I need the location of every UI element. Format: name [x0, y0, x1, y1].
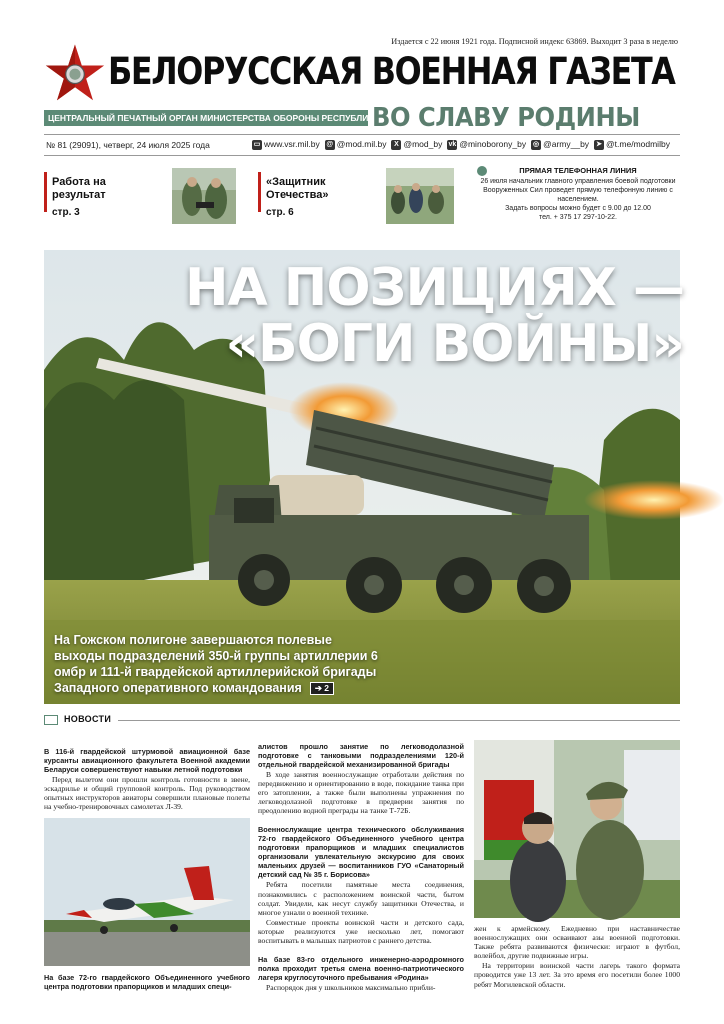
news-lead: В 116-й гвардейской штурмовой авиационной базе курсанты авиационного факультета Военной академии Беларуси совершенствуют навыки летной подготовки: [44, 747, 250, 774]
news-column-1: [44, 744, 250, 812]
vk-icon: vk: [448, 140, 457, 148]
news-paragraph: жен к армейскому. Ежедневно при наставничестве военнослужащих они осваивают азы военной подготовки. Также ребята развиваются физически: играют в футбол, волейбол, другие подвижные игры.: [474, 924, 680, 961]
page-reference[interactable]: ➔ 2: [310, 682, 334, 695]
newspaper-subtitle: ЦЕНТРАЛЬНЫЙ ПЕЧАТНЫЙ ОРГАН МИНИСТЕРСТВА ОБОРОНЫ РЕСПУБЛИКИ БЕЛАРУСЬ: [44, 110, 368, 126]
divider: [44, 155, 680, 156]
teaser-photo-camp: [386, 168, 454, 224]
hotline-hours: Задать вопросы можно будет с 9.00 до 12.00: [505, 205, 651, 212]
mail-icon: @: [326, 140, 334, 148]
news-icon: [44, 715, 58, 725]
teaser-work-result[interactable]: [52, 176, 142, 219]
hotline-title: ПРЯМАЯ ТЕЛЕФОННАЯ ЛИНИЯ: [519, 166, 637, 175]
caption-text: На Гожском полигоне завершаются полевые выходы подразделений 350-й группы артиллерии 6 омбр и 111-й гвардейской артиллерийской бригады Западного оперативного командования: [54, 633, 378, 695]
teaser-accent: [258, 172, 261, 212]
social-links: [252, 139, 670, 150]
news-lead: На базе 83-го отдельного инженерно-аэродромного полка проходит третья смена военно-патриотического лагеря круглосуточного пребывания «Родина»: [258, 955, 464, 983]
news-paragraph: Распорядок дня у школьников максимально прибли-: [266, 983, 436, 993]
hero-feature: [44, 250, 684, 704]
social-link-web[interactable]: ▭ www.vsr.mil.by: [253, 139, 320, 149]
teaser-page: стр. 6: [266, 207, 294, 218]
news-paragraph: Перед вылетом они прошли контроль готовности в звене, эскадрилье и общий групповой контроль. Под руководством опытных инструкторов авиаторы совершили плановые полеты на учебно-тренировочных самолетах Л-39.: [44, 775, 250, 812]
headline-line-1: НА ПОЗИЦИЯХ —: [184, 258, 684, 318]
news-column-1-footer: [44, 970, 250, 992]
social-link-x[interactable]: X @mod_by: [391, 139, 442, 150]
teaser-photo-soldiers: [172, 168, 236, 224]
publication-info: Издается с 22 июня 1921 года. Подписной индекс 63869. Выходит 3 раза в неделю: [391, 37, 678, 46]
web-icon: ▭: [253, 140, 261, 148]
news-paragraph: В ходе занятия военнослужащие отработали действия по передвижению и ориентированию в воде, покидание танка при его затоплении, а также были выполнены упражнения по легководолазной подготовке в предверии занятия по преодолению водной преграды на танке Т-72Б.: [258, 770, 464, 816]
section-header-news: НОВОСТИ: [44, 714, 111, 725]
teaser-title: Работа на результат: [52, 176, 106, 201]
teaser-page: стр. 3: [52, 207, 80, 218]
divider: [118, 720, 680, 721]
divider: [44, 134, 680, 135]
teaser-title: «Защитник Отечества»: [266, 176, 329, 201]
instagram-icon: ◎: [533, 140, 540, 148]
hotline-body: 26 июля начальник главного управления боевой подготовки Вооруженных Сил проведет прямую телефонную линию с населением.: [480, 178, 676, 203]
teaser-accent: [44, 172, 47, 212]
news-column-3: [474, 924, 680, 990]
teaser-defender[interactable]: [266, 176, 366, 219]
red-star-emblem-icon: [44, 42, 106, 104]
news-lead: На базе 72-го гвардейского Объединенного учебного центра подготовки прапорщиков и младших специ-: [44, 973, 250, 991]
news-paragraph: Совместные проекты воинской части и детского сада, которые реализуются уже несколько лет, помогают воспитывать в малышах патриотов с раннего детства.: [258, 917, 464, 946]
social-link-telegram[interactable]: ➤ @t.me/modmilby: [594, 139, 670, 150]
social-link-instagram[interactable]: ◎ @army__by: [533, 139, 590, 149]
x-icon: X: [391, 140, 401, 150]
issue-info: № 81 (29091), четверг, 24 июля 2025 года: [46, 140, 210, 150]
hotline-phone: тел. + 375 17 297-10-22.: [538, 214, 617, 221]
hero-headline: [104, 260, 684, 372]
newspaper-title: БЕЛОРУССКАЯ ВОЕННАЯ ГАЗЕТА: [108, 50, 675, 93]
telegram-icon: ➤: [594, 140, 604, 150]
photo-cadets-camp: [474, 740, 680, 918]
photo-training-jet: [44, 818, 250, 966]
newspaper-motto: ВО СЛАВУ РОДИНЫ: [372, 103, 640, 133]
social-link-vk[interactable]: vk @minoborony_by: [448, 139, 527, 149]
headline-line-2: «БОГИ ВОЙНЫ»: [225, 314, 684, 374]
social-link-mail[interactable]: @ @mod.mil.by: [326, 139, 387, 149]
news-paragraph: Ребята посетили памятные места соединения, познакомились с расположением воинской части, бытом солдат. Увидели, как несут службу защитники Отечества, и многое узнали о военной технике.: [258, 880, 464, 917]
hero-caption: [54, 632, 384, 696]
news-paragraph: На территории воинской части лагерь такого формата проводится уже 13 лет. За это время его посетили более 1000 ребят Могилевской области.: [474, 961, 680, 989]
news-lead: алистов прошло занятие по легководолазной подготовке с танковыми подразделениями 120-й отдельной гвардейской механизированной бригады: [258, 742, 464, 769]
hotline-notice: [476, 166, 680, 222]
news-lead: Военнослужащие центра технического обслуживания 72-го гвардейского Объединенного учебного центра подготовки прапорщиков и младших специалистов организовали увлекательную экскурсию для своих маленьких друзей — воспитанников ГУО «Санаторный детский сад № 35 г. Борисова»: [258, 825, 464, 880]
news-column-2: [258, 742, 464, 993]
